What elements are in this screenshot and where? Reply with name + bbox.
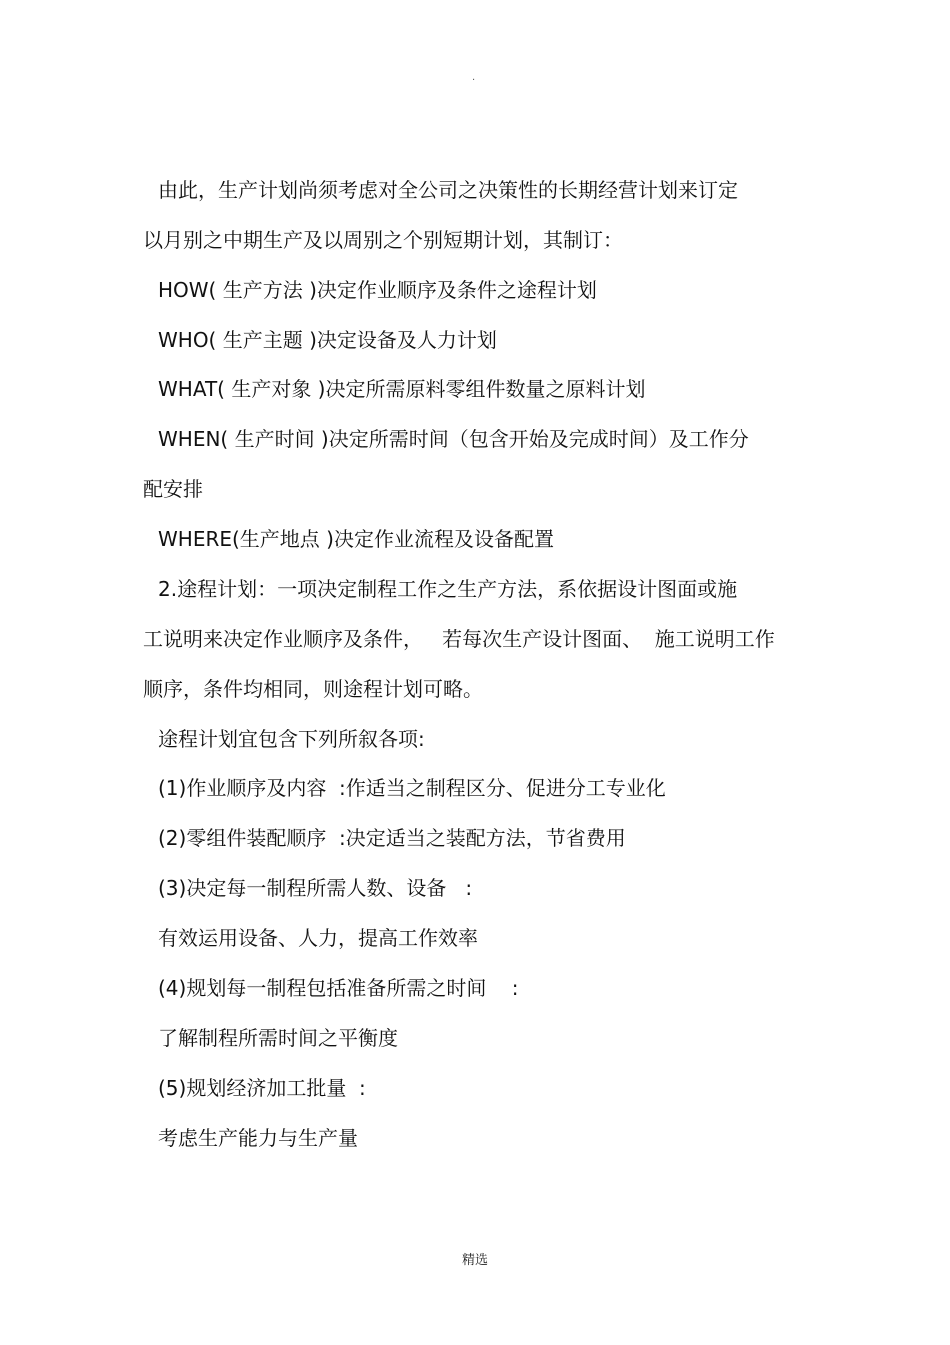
text-line: 由此，生产计划尚须考虑对全公司之决策性的长期经营计划来订定 [158,178,738,202]
text-line: 2.途程计划：一项决定制程工作之生产方法，系依据设计图面或施 [158,577,738,601]
text-line: (3)决定每一制程所需人数、设备 : [158,876,473,900]
text-line: (4)规划每一制程包括准备所需之时间 : [158,976,519,1000]
text-line: (5)规划经济加工批量 : [158,1076,366,1100]
text-line: WHO( 生产主题 )决定设备及人力计划 [158,328,497,352]
text-line: (1)作业顺序及内容 :作适当之制程区分、促进分工专业化 [158,776,666,800]
text-line: WHEN( 生产时间 )决定所需时间（包含开始及完成时间）及工作分 [158,427,749,451]
text-line: 以月别之中期生产及以周别之个别短期计划，其制订： [143,228,623,252]
text-line: 考虑生产能力与生产量 [158,1126,358,1150]
text-line: 了解制程所需时间之平衡度 [158,1026,398,1050]
text-line: HOW( 生产方法 )决定作业顺序及条件之途程计划 [158,278,597,302]
text-line: 工说明来决定作业顺序及条件， 若每次生产设计图面、 施工说明工作 [143,627,775,651]
text-line: (2)零组件装配顺序 :决定适当之装配方法，节省费用 [158,826,626,850]
text-line: 途程计划宜包含下列所叙各项: [158,727,425,751]
page-footer: 精选 [461,1253,488,1268]
text-line: WHERE(生产地点 )决定作业流程及设备配置 [158,527,554,551]
text-line: 配安排 [143,477,203,501]
text-line: 有效运用设备、人力，提高工作效率 [158,926,478,950]
text-line: WHAT( 生产对象 )决定所需原料零组件数量之原料计划 [158,377,646,401]
text-line: 顺序，条件均相同，则途程计划可略。 [143,677,483,701]
header-mark: . [472,72,476,83]
